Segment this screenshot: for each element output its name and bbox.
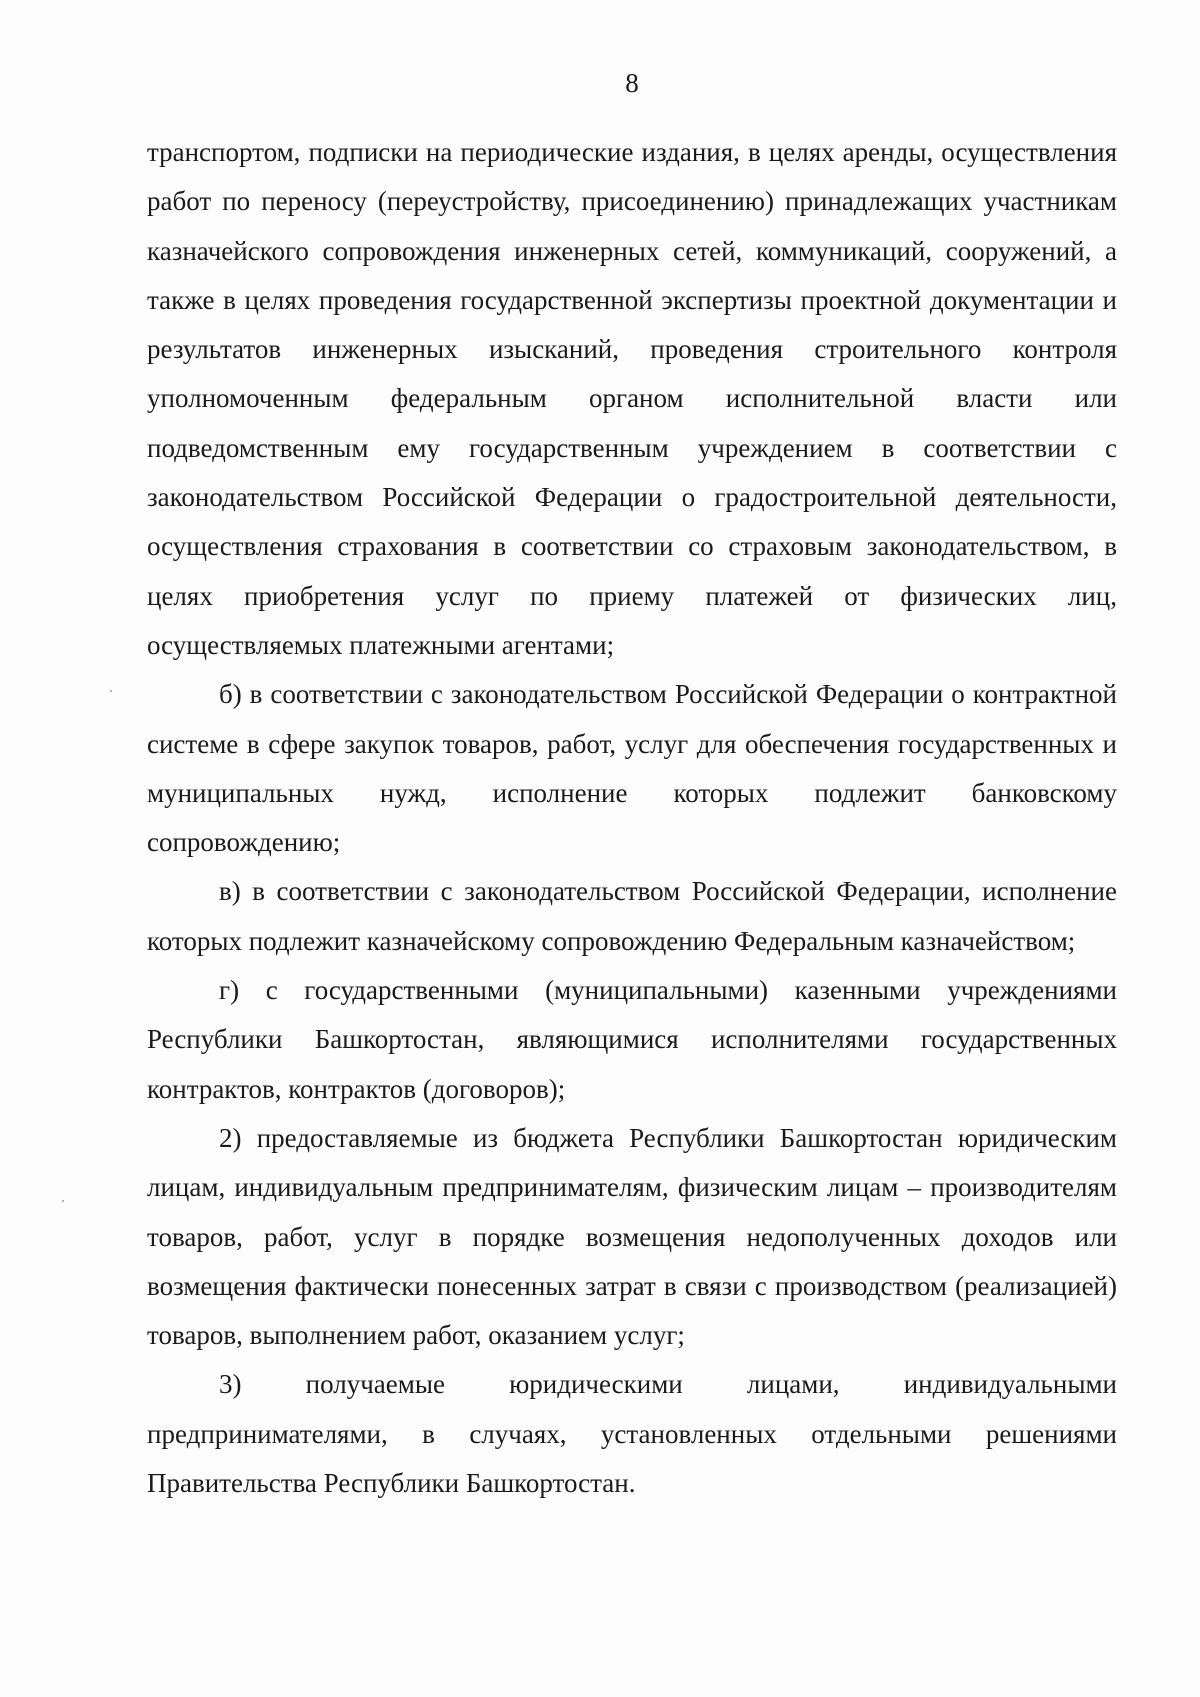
paragraph-item-3: 3) получаемые юридическими лицами, индивидуальными предпринимателями, в случаях, установленных отдельными решениями Правительства Республики Башкортостан.	[147, 1369, 1117, 1499]
page-number: 8	[625, 68, 639, 98]
paragraph-continuation: транспортом, подписки на периодические издания, в целях аренды, осуществления работ по переносу (переустройству, присоединению) принадлежащих участникам казначейского сопровождения инженерных сетей, коммуникаций, сооружений, а также в целях проведения государственной экспертизы проектной документации и результатов инженерных изысканий, проведения строительного контроля уполномоченным федеральным органом исполнительной власти или подведомственным ему государственным учреждением в соответствии с законодательством Российской Федерации о градостроительной деятельности, осуществления страхования в соответствии со страховым законодательством, в целях приобретения услуг по приему платежей от физических лиц, осуществляемых платежными агентами;	[147, 137, 1117, 660]
paragraph-item-g: г) с государственными (муниципальными) казенными учреждениями Республики Башкортостан, являющимися исполнителями государственных контрактов, контрактов (договоров);	[147, 975, 1117, 1104]
paragraph-item-2: 2) предоставляемые из бюджета Республики Башкортостан юридическим лицам, индивидуальным предпринимателям, физическим лицам – производителям товаров, работ, услуг в порядке возмещения недополученных доходов или возмещения фактически понесенных затрат в связи с производством (реализацией) товаров, выполнением работ, оказанием услуг;	[147, 1122, 1117, 1351]
paragraph-item-b: б) в соответствии с законодательством Российской Федерации о контрактной системе в сфере закупок товаров, работ, услуг для обеспечения государственных и муниципальных нужд, исполнение которых подлежит банковскому сопровождению;	[147, 679, 1117, 858]
document-body	[147, 128, 1117, 1508]
paragraph-item-v: в) в соответствии с законодательством Российской Федерации, исполнение которых подлежит казначейскому сопровождению Федеральным казначейством;	[147, 876, 1117, 956]
scan-speck	[110, 690, 112, 692]
scan-speck	[62, 1200, 64, 1202]
